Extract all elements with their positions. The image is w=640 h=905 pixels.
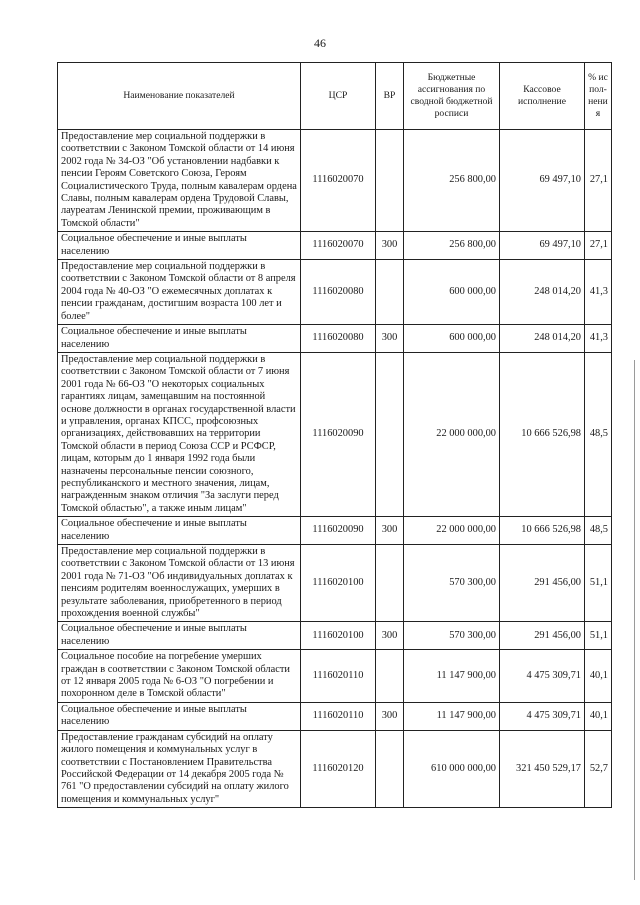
row-name: Социальное пособие на погребение умерших граждан в соответствии с Законом Томской области от 12 января 2005 года № 6-ОЗ "О погребении и похоронном деле в Томской области"	[58, 650, 301, 703]
row-csr: 1116020100	[301, 622, 376, 650]
row-budget: 256 800,00	[404, 130, 500, 232]
row-cash: 321 450 529,17	[500, 730, 585, 807]
row-pct: 41,3	[585, 325, 612, 353]
header-cash: Кассовое исполнение	[500, 63, 585, 130]
row-name: Предоставление мер социальной поддержки в соответствии с Законом Томской области от 13 июня 2001 года № 71-ОЗ "Об индивидуальных доплатах к пенсиям родителям военнослужащих, умерших в результате заболевания, приобретенного в период прохождения военной службы"	[58, 545, 301, 622]
row-cash: 69 497,10	[500, 232, 585, 260]
row-pct: 52,7	[585, 730, 612, 807]
row-cash: 291 456,00	[500, 622, 585, 650]
row-pct: 48,5	[585, 352, 612, 516]
table-row	[58, 545, 612, 622]
row-budget: 11 147 900,00	[404, 650, 500, 703]
row-cash: 248 014,20	[500, 260, 585, 325]
table-row	[58, 232, 612, 260]
header-budget: Бюджетные ассигнования по сводной бюджетной росписи	[404, 63, 500, 130]
row-pct: 51,1	[585, 622, 612, 650]
table-row	[58, 325, 612, 353]
table-row	[58, 260, 612, 325]
row-csr: 1116020090	[301, 352, 376, 516]
row-csr: 1116020070	[301, 232, 376, 260]
row-name: Предоставление мер социальной поддержки в соответствии с Законом Томской области от 14 июня 2002 года № 34-ОЗ "Об установлении надбавки к пенсии Героям Советского Союза, Героям Социалистического Труда, полным кавалерам ордена Славы, полным кавалерам ордена Трудовой Славы, лауреатам Ленинской премии, проживающим в Томской области"	[58, 130, 301, 232]
table-row	[58, 702, 612, 730]
row-cash: 10 666 526,98	[500, 517, 585, 545]
row-vr: 300	[376, 232, 404, 260]
row-pct: 48,5	[585, 517, 612, 545]
row-cash: 248 014,20	[500, 325, 585, 353]
row-budget: 610 000 000,00	[404, 730, 500, 807]
row-vr	[376, 352, 404, 516]
row-name: Социальное обеспечение и иные выплаты населению	[58, 517, 301, 545]
row-pct: 41,3	[585, 260, 612, 325]
table-row	[58, 517, 612, 545]
row-csr: 1116020110	[301, 650, 376, 703]
row-budget: 11 147 900,00	[404, 702, 500, 730]
row-vr	[376, 650, 404, 703]
row-vr	[376, 545, 404, 622]
row-pct: 51,1	[585, 545, 612, 622]
page-number: 46	[314, 36, 326, 50]
row-pct: 27,1	[585, 232, 612, 260]
row-cash: 10 666 526,98	[500, 352, 585, 516]
row-vr: 300	[376, 517, 404, 545]
row-budget: 570 300,00	[404, 545, 500, 622]
row-csr: 1116020080	[301, 325, 376, 353]
row-budget: 22 000 000,00	[404, 352, 500, 516]
page-edge-line	[634, 360, 635, 880]
row-vr	[376, 130, 404, 232]
row-budget: 256 800,00	[404, 232, 500, 260]
table-row	[58, 622, 612, 650]
header-vr: ВР	[376, 63, 404, 130]
row-csr: 1116020120	[301, 730, 376, 807]
row-budget: 22 000 000,00	[404, 517, 500, 545]
row-cash: 69 497,10	[500, 130, 585, 232]
row-pct: 40,1	[585, 702, 612, 730]
header-pct: % испол-нения	[585, 63, 612, 130]
row-vr	[376, 260, 404, 325]
row-vr: 300	[376, 325, 404, 353]
row-budget: 600 000,00	[404, 325, 500, 353]
header-csr: ЦСР	[301, 63, 376, 130]
row-budget: 570 300,00	[404, 622, 500, 650]
row-cash: 291 456,00	[500, 545, 585, 622]
row-csr: 1116020090	[301, 517, 376, 545]
table-header-row	[58, 63, 612, 130]
row-vr: 300	[376, 702, 404, 730]
row-name: Социальное обеспечение и иные выплаты населению	[58, 702, 301, 730]
table-row	[58, 130, 612, 232]
row-cash: 4 475 309,71	[500, 702, 585, 730]
row-name: Социальное обеспечение и иные выплаты населению	[58, 232, 301, 260]
header-name: Наименование показателей	[58, 63, 301, 130]
row-name: Предоставление мер социальной поддержки в соответствии с Законом Томской области от 7 июня 2001 года № 66-ОЗ "О некоторых социальных гарантиях лицам, замещавшим на постоянной основе должности в органах государственной власти и управления, органах КПСС, профсоюзных организациях, действовавших на территории Томской области в период Союза ССР и РСФСР, лицам, которым до 1 января 1992 года были назначены персональные пенсии союзного, республиканского и местного значения, лицам, награжденным знаком отличия "За заслуги перед Томской областью", а также иным лицам"	[58, 352, 301, 516]
table-row	[58, 730, 612, 807]
row-pct: 27,1	[585, 130, 612, 232]
budget-execution-table	[57, 62, 612, 808]
row-pct: 40,1	[585, 650, 612, 703]
row-name: Предоставление гражданам субсидий на оплату жилого помещения и коммунальных услуг в соответствии с Постановлением Правительства Российской Федерации от 14 декабря 2005 года № 761 "О предоставлении субсидий на оплату жилого помещения и коммунальных услуг"	[58, 730, 301, 807]
row-name: Социальное обеспечение и иные выплаты населению	[58, 325, 301, 353]
row-csr: 1116020080	[301, 260, 376, 325]
table-row	[58, 650, 612, 703]
row-name: Социальное обеспечение и иные выплаты населению	[58, 622, 301, 650]
row-name: Предоставление мер социальной поддержки в соответствии с Законом Томской области от 8 апреля 2004 года № 40-ОЗ "О ежемесячных доплатах к пенсии гражданам, достигшим возраста 100 лет и более"	[58, 260, 301, 325]
row-csr: 1116020100	[301, 545, 376, 622]
row-csr: 1116020070	[301, 130, 376, 232]
row-csr: 1116020110	[301, 702, 376, 730]
table-row	[58, 352, 612, 516]
row-cash: 4 475 309,71	[500, 650, 585, 703]
row-vr	[376, 730, 404, 807]
row-vr: 300	[376, 622, 404, 650]
row-budget: 600 000,00	[404, 260, 500, 325]
